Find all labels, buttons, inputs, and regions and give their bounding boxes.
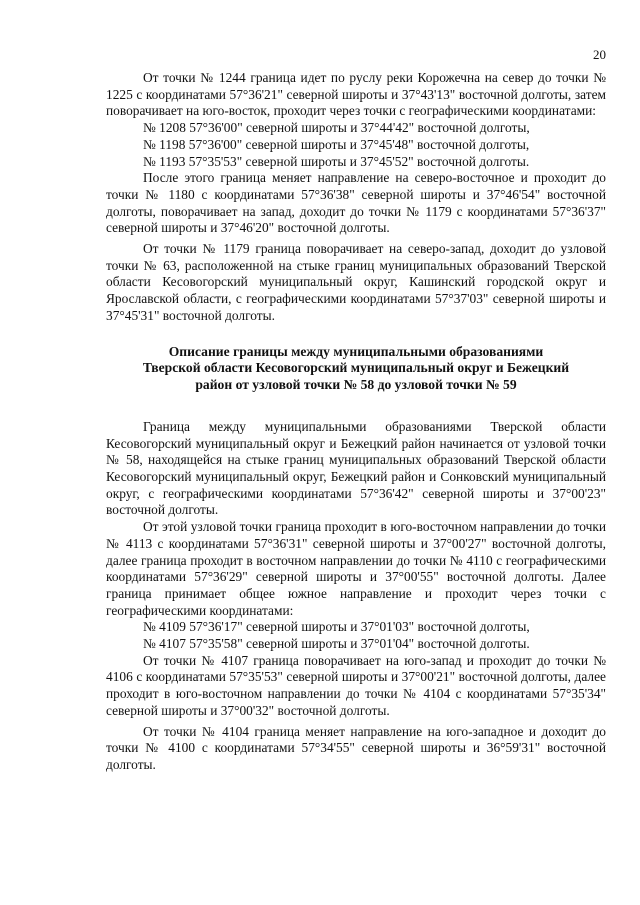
paragraph: От точки № 4107 граница поворачивает на юго-запад и проходит до точки № 4106 с координатами 57°35'53" северной широты и 37°00'21" восточной долготы, далее проходит в юго-восточном направлении до точки № 4104 с координатами 57°35'34" северной широты и 37°00'32" восточной долготы. xyxy=(106,652,606,718)
heading-line: район от узловой точки № 58 до узловой точки № 59 xyxy=(195,377,517,393)
bottom-paragraphs xyxy=(106,419,606,774)
paragraph: От точки № 4104 граница меняет направление на юго-западное и доходит до точки № 4100 с координатами 57°34'55" северной широты и 36°59'31" восточной долготы. xyxy=(106,723,606,772)
paragraph: От этой узловой точки граница проходит в юго-восточном направлении до точки № 4113 с координатами 57°36'31" северной широты и 37°00'27" восточной долготы, далее граница проходит в восточном направлении до точки № 4110 с географическими координатами 57°36'29" северной широты и 37°00'55" восточной долготы. Далее граница принимает общее южное направление и проходит через точки с географическими координатами: xyxy=(106,519,606,618)
coordinate-point-line: № 1198 57°36'00" северной широты и 37°45'48" восточной долготы, xyxy=(143,136,530,152)
paragraph: От точки № 1179 граница поворачивает на северо-запад, доходит до узловой точки № 63, расположенной на стыке границ муниципальных образований Тверской области Кесовогорский муниципальный округ, Кашинский городской округ и Ярославской области, с географическими координатами 57°37'03" северной широты и 37°45'31" восточной долготы. xyxy=(106,241,606,323)
paragraph: Граница между муниципальными образованиями Тверской области Кесовогорский муниципальный округ и Бежецкий район начинается от узловой точки № 58, находящейся на стыке границ муниципальных образований Тверской области Кесовогорский муниципальный округ, Бежецкий район и Сонковский муниципальный округ, с географическими координатами 57°36'42" северной широты и 37°00'23" восточной долготы. xyxy=(106,418,606,518)
paragraph: После этого граница меняет направление на северо-восточное и проходит до точки № 1180 с координатами 57°36'38" северной широты и 37°46'54" восточной долготы, поворачивает на запад, доходит до точки № 1179 с координатами 57°36'37" северной широты и 37°46'20" восточной долготы. xyxy=(106,170,606,236)
coordinate-point-line: № 4107 57°35'58" северной широты и 37°01'04" восточной долготы. xyxy=(143,636,530,652)
page-number: 20 xyxy=(593,47,606,62)
paragraph: От точки № 1244 граница идет по руслу реки Корожечна на север до точки № 1225 с координатами 57°36'21" северной широты и 37°43'13" восточной долготы, затем поворачивает на юго-восток, проходит через точки с географическими координатами: xyxy=(106,70,606,119)
top-paragraphs xyxy=(106,70,606,325)
document-body xyxy=(106,70,606,774)
section-heading xyxy=(106,344,606,394)
coordinate-point-line: № 1208 57°36'00" северной широты и 37°44'42" восточной долготы, xyxy=(143,120,530,136)
coordinate-point-line: № 4109 57°36'17" северной широты и 37°01'03" восточной долготы, xyxy=(143,619,530,635)
coordinate-point-line: № 1193 57°35'53" северной широты и 37°45'52" восточной долготы. xyxy=(143,153,530,169)
heading-line: Тверской области Кесовогорский муниципальный округ и Бежецкий xyxy=(142,360,570,376)
heading-line: Описание границы между муниципальными образованиями xyxy=(168,343,544,359)
